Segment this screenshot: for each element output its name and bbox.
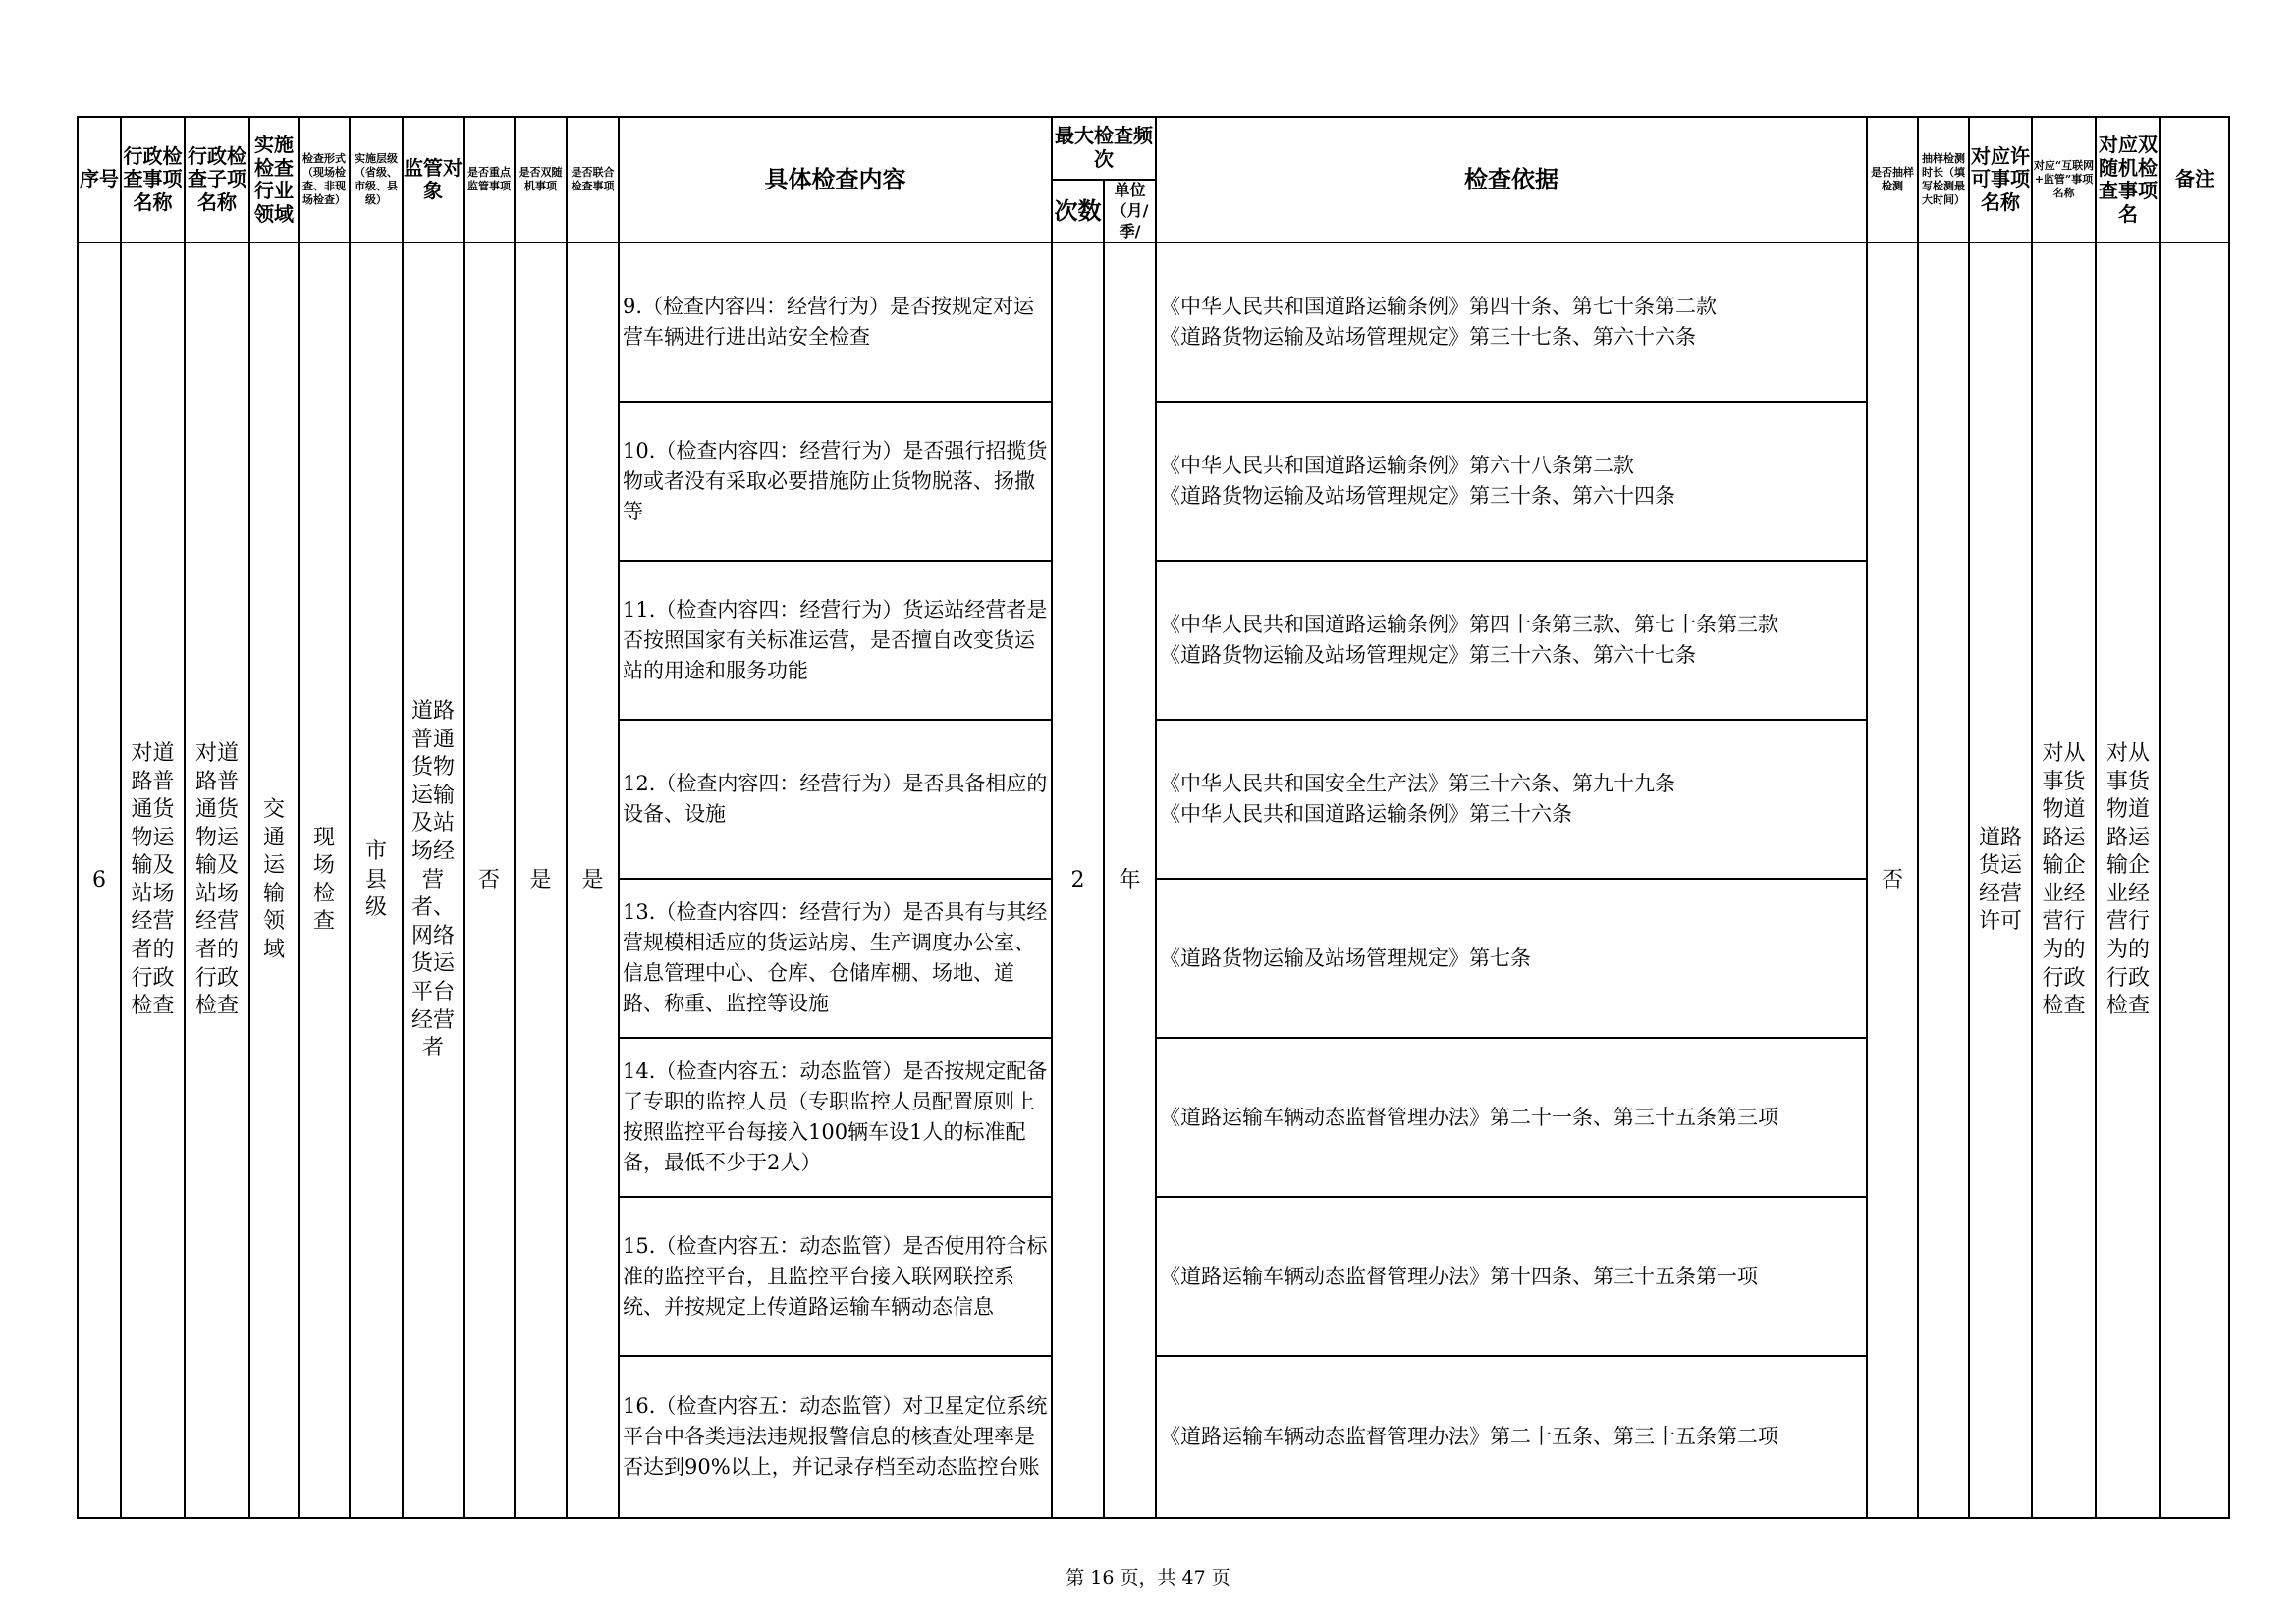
header-double-random: 是否双随机事项 [515, 117, 567, 243]
header-permit: 对应许可事项名称 [1969, 117, 2032, 243]
inspection-table [77, 116, 2230, 1519]
internet-item-cell [2032, 243, 2096, 1518]
key-supervision-cell: 否 [464, 243, 515, 1518]
sub-item-name-cell [185, 243, 249, 1518]
industry-cell [249, 243, 299, 1518]
form-cell [299, 243, 350, 1518]
header-content: 具体检查内容 [619, 117, 1052, 243]
unit-cell: 年 [1104, 243, 1156, 1518]
content-cell: 16.（检查内容五：动态监管）对卫星定位系统平台中各类违法违规报警信息的核查处理率是否达到90%以上，并记录存档至动态监控台账 [619, 1356, 1052, 1518]
joint-check-cell: 是 [567, 243, 619, 1518]
double-random-cell: 是 [515, 243, 567, 1518]
header-joint-check: 是否联合检查事项 [567, 117, 619, 243]
basis-cell: 《道路运输车辆动态监督管理办法》第二十五条、第三十五条第二项 [1156, 1356, 1867, 1518]
header-sub-item-name: 行政检查子项名称 [185, 117, 249, 243]
basis-cell: 《中华人民共和国道路运输条例》第四十条第三款、第七十条第三款 《道路货物运输及站场管理规定》第三十六条、第六十七条 [1156, 561, 1867, 720]
level-cell [350, 243, 403, 1518]
basis-cell: 《中华人民共和国道路运输条例》第六十八条第二款 《道路货物运输及站场管理规定》第三十条、第六十四条 [1156, 402, 1867, 561]
header-unit: 单位（月/季/ [1104, 180, 1156, 243]
target: 道路普通货物运输及站场经营者、网络货运平台经营者 [410, 699, 455, 1061]
header-sampling-duration: 抽样检测时长（填写检测最大时间） [1918, 117, 1969, 243]
content-cell: 11.（检查内容四：经营行为）货运站经营者是否按照国家有关标准运营，是否擅自改变货运站的用途和服务功能 [619, 561, 1052, 720]
sub-item-name: 对道路普通货物运输及站场经营者的行政检查 [194, 740, 239, 1019]
content-cell: 9.（检查内容四：经营行为）是否按规定对运营车辆进行进出站安全检查 [619, 243, 1052, 402]
header-seq: 序号 [78, 117, 121, 243]
header-target: 监管对象 [403, 117, 464, 243]
content-cell: 15.（检查内容五：动态监管）是否使用符合标准的监控平台，且监控平台接入联网联控系统、并按规定上传道路运输车辆动态信息 [619, 1197, 1052, 1356]
target-cell [403, 243, 464, 1518]
industry: 交通运输领域 [262, 797, 285, 963]
content-cell: 10.（检查内容四：经营行为）是否强行招揽货物或者没有采取必要措施防止货物脱落、扬撒等 [619, 402, 1052, 561]
header-random-item: 对应双随机检查事项名 [2096, 117, 2160, 243]
header-level: 实施层级（省级、市级、县级） [350, 117, 403, 243]
header-internet-item: 对应“互联网+监管”事项名称 [2032, 117, 2096, 243]
content-cell: 13.（检查内容四：经营行为）是否具有与其经营规模相适应的货运站房、生产调度办公室、信息管理中心、仓库、仓储库棚、场地、道路、称重、监控等设施 [619, 879, 1052, 1038]
form: 现场检查 [312, 825, 335, 935]
sampling-duration-cell [1918, 243, 1969, 1518]
basis-cell: 《道路运输车辆动态监督管理办法》第二十一条、第三十五条第三项 [1156, 1038, 1867, 1197]
permit: 道路货运经营许可 [1978, 825, 2022, 935]
basis-cell: 《道路运输车辆动态监督管理办法》第十四条、第三十五条第一项 [1156, 1197, 1867, 1356]
basis-cell: 《中华人民共和国道路运输条例》第四十条、第七十条第二款 《道路货物运输及站场管理规定》第三十七条、第六十六条 [1156, 243, 1867, 402]
header-key-supervision: 是否重点监管事项 [464, 117, 515, 243]
random-item-cell [2096, 243, 2160, 1518]
remark-cell [2160, 243, 2229, 1518]
permit-cell [1969, 243, 2032, 1518]
item-name: 对道路普通货物运输及站场经营者的行政检查 [131, 740, 175, 1019]
header-basis: 检查依据 [1156, 117, 1867, 243]
header-industry: 实施检查行业领域 [249, 117, 299, 243]
level: 市县级 [364, 839, 387, 921]
times-cell: 2 [1052, 243, 1104, 1518]
content-cell: 12.（检查内容四：经营行为）是否具备相应的设备、设施 [619, 720, 1052, 879]
content-cell: 14.（检查内容五：动态监管）是否按规定配备了专职的监控人员（专职监控人员配置原则上按照监控平台每接入100辆车设1人的标准配备，最低不少于2人） [619, 1038, 1052, 1197]
header-form: 检查形式（现场检查、非现场检查） [299, 117, 350, 243]
header-item-name: 行政检查事项名称 [121, 117, 185, 243]
header-max-freq: 最大检查频次 [1052, 117, 1156, 180]
internet-item: 对从事货物道路运输企业经营行为的行政检查 [2042, 740, 2086, 1019]
sampling-cell: 否 [1867, 243, 1918, 1518]
header-sampling: 是否抽样检测 [1867, 117, 1918, 243]
basis-cell: 《中华人民共和国安全生产法》第三十六条、第九十九条 《中华人民共和国道路运输条例》第三十六条 [1156, 720, 1867, 879]
page-footer: 第 16 页，共 47 页 [1066, 1567, 1230, 1589]
seq-cell: 6 [78, 243, 121, 1518]
basis-cell: 《道路货物运输及站场管理规定》第七条 [1156, 879, 1867, 1038]
random-item: 对从事货物道路运输企业经营行为的行政检查 [2105, 740, 2150, 1019]
header-times: 次数 [1052, 180, 1104, 243]
item-name-cell [121, 243, 185, 1518]
header-remark: 备注 [2160, 117, 2229, 243]
